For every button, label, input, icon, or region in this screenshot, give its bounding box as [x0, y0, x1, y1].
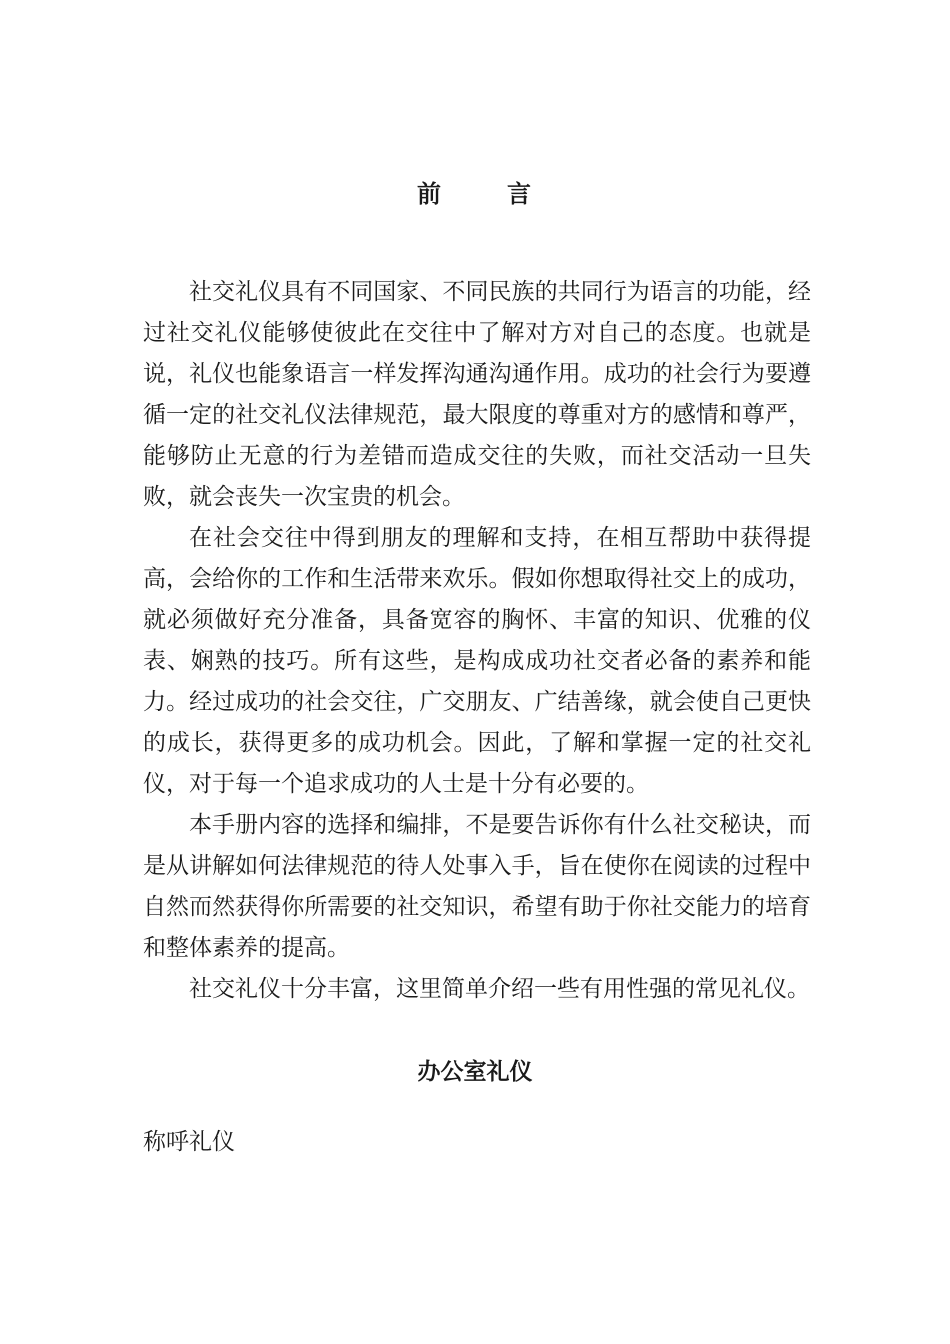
section-heading: 办公室礼仪	[417, 1059, 533, 1085]
preface-paragraph-1: 社交礼仪具有不同国家、不同民族的共同行为语言的功能，经过社交礼仪能够使彼此在交往中了解对方对自己的态度。也就是说，礼仪也能象语言一样发挥沟通沟通作用。成功的社会行为要遵循一定的社交礼仪法律规范，最大限度的尊重对方的感情和尊严，能够防止无意的行为差错而造成交往的失败，而社交活动一旦失败，就会丧失一次宝贵的机会。	[143, 279, 811, 510]
preface-body	[143, 272, 811, 1010]
preface-title	[0, 176, 950, 212]
preface-title-char-2: 言	[507, 180, 533, 208]
preface-paragraph-2: 在社会交往中得到朋友的理解和支持，在相互帮助中获得提高，会给你的工作和生活带来欢乐。假如你想取得社交上的成功，就必须做好充分准备，具备宽容的胸怀、丰富的知识、优雅的仪表、娴熟的技巧。所有这些，是构成成功社交者必备的素养和能力。经过成功的社会交往，广交朋友、广结善缘，就会使自己更快的成长，获得更多的成功机会。因此，了解和掌握一定的社交礼仪，对于每一个追求成功的人士是十分有必要的。	[143, 525, 811, 797]
preface-paragraph-4: 社交礼仪十分丰富，这里简单介绍一些有用性强的常见礼仪。	[189, 976, 810, 1002]
preface-paragraph-3: 本手册内容的选择和编排，不是要告诉你有什么社交秘诀，而是从讲解如何法律规范的待人处事入手，旨在使你在阅读的过程中自然而然获得你所需要的社交知识，希望有助于你社交能力的培育和整体素养的提高。	[143, 812, 811, 961]
subsection-heading: 称呼礼仪	[143, 1129, 235, 1155]
preface-title-char-1: 前	[417, 180, 443, 208]
